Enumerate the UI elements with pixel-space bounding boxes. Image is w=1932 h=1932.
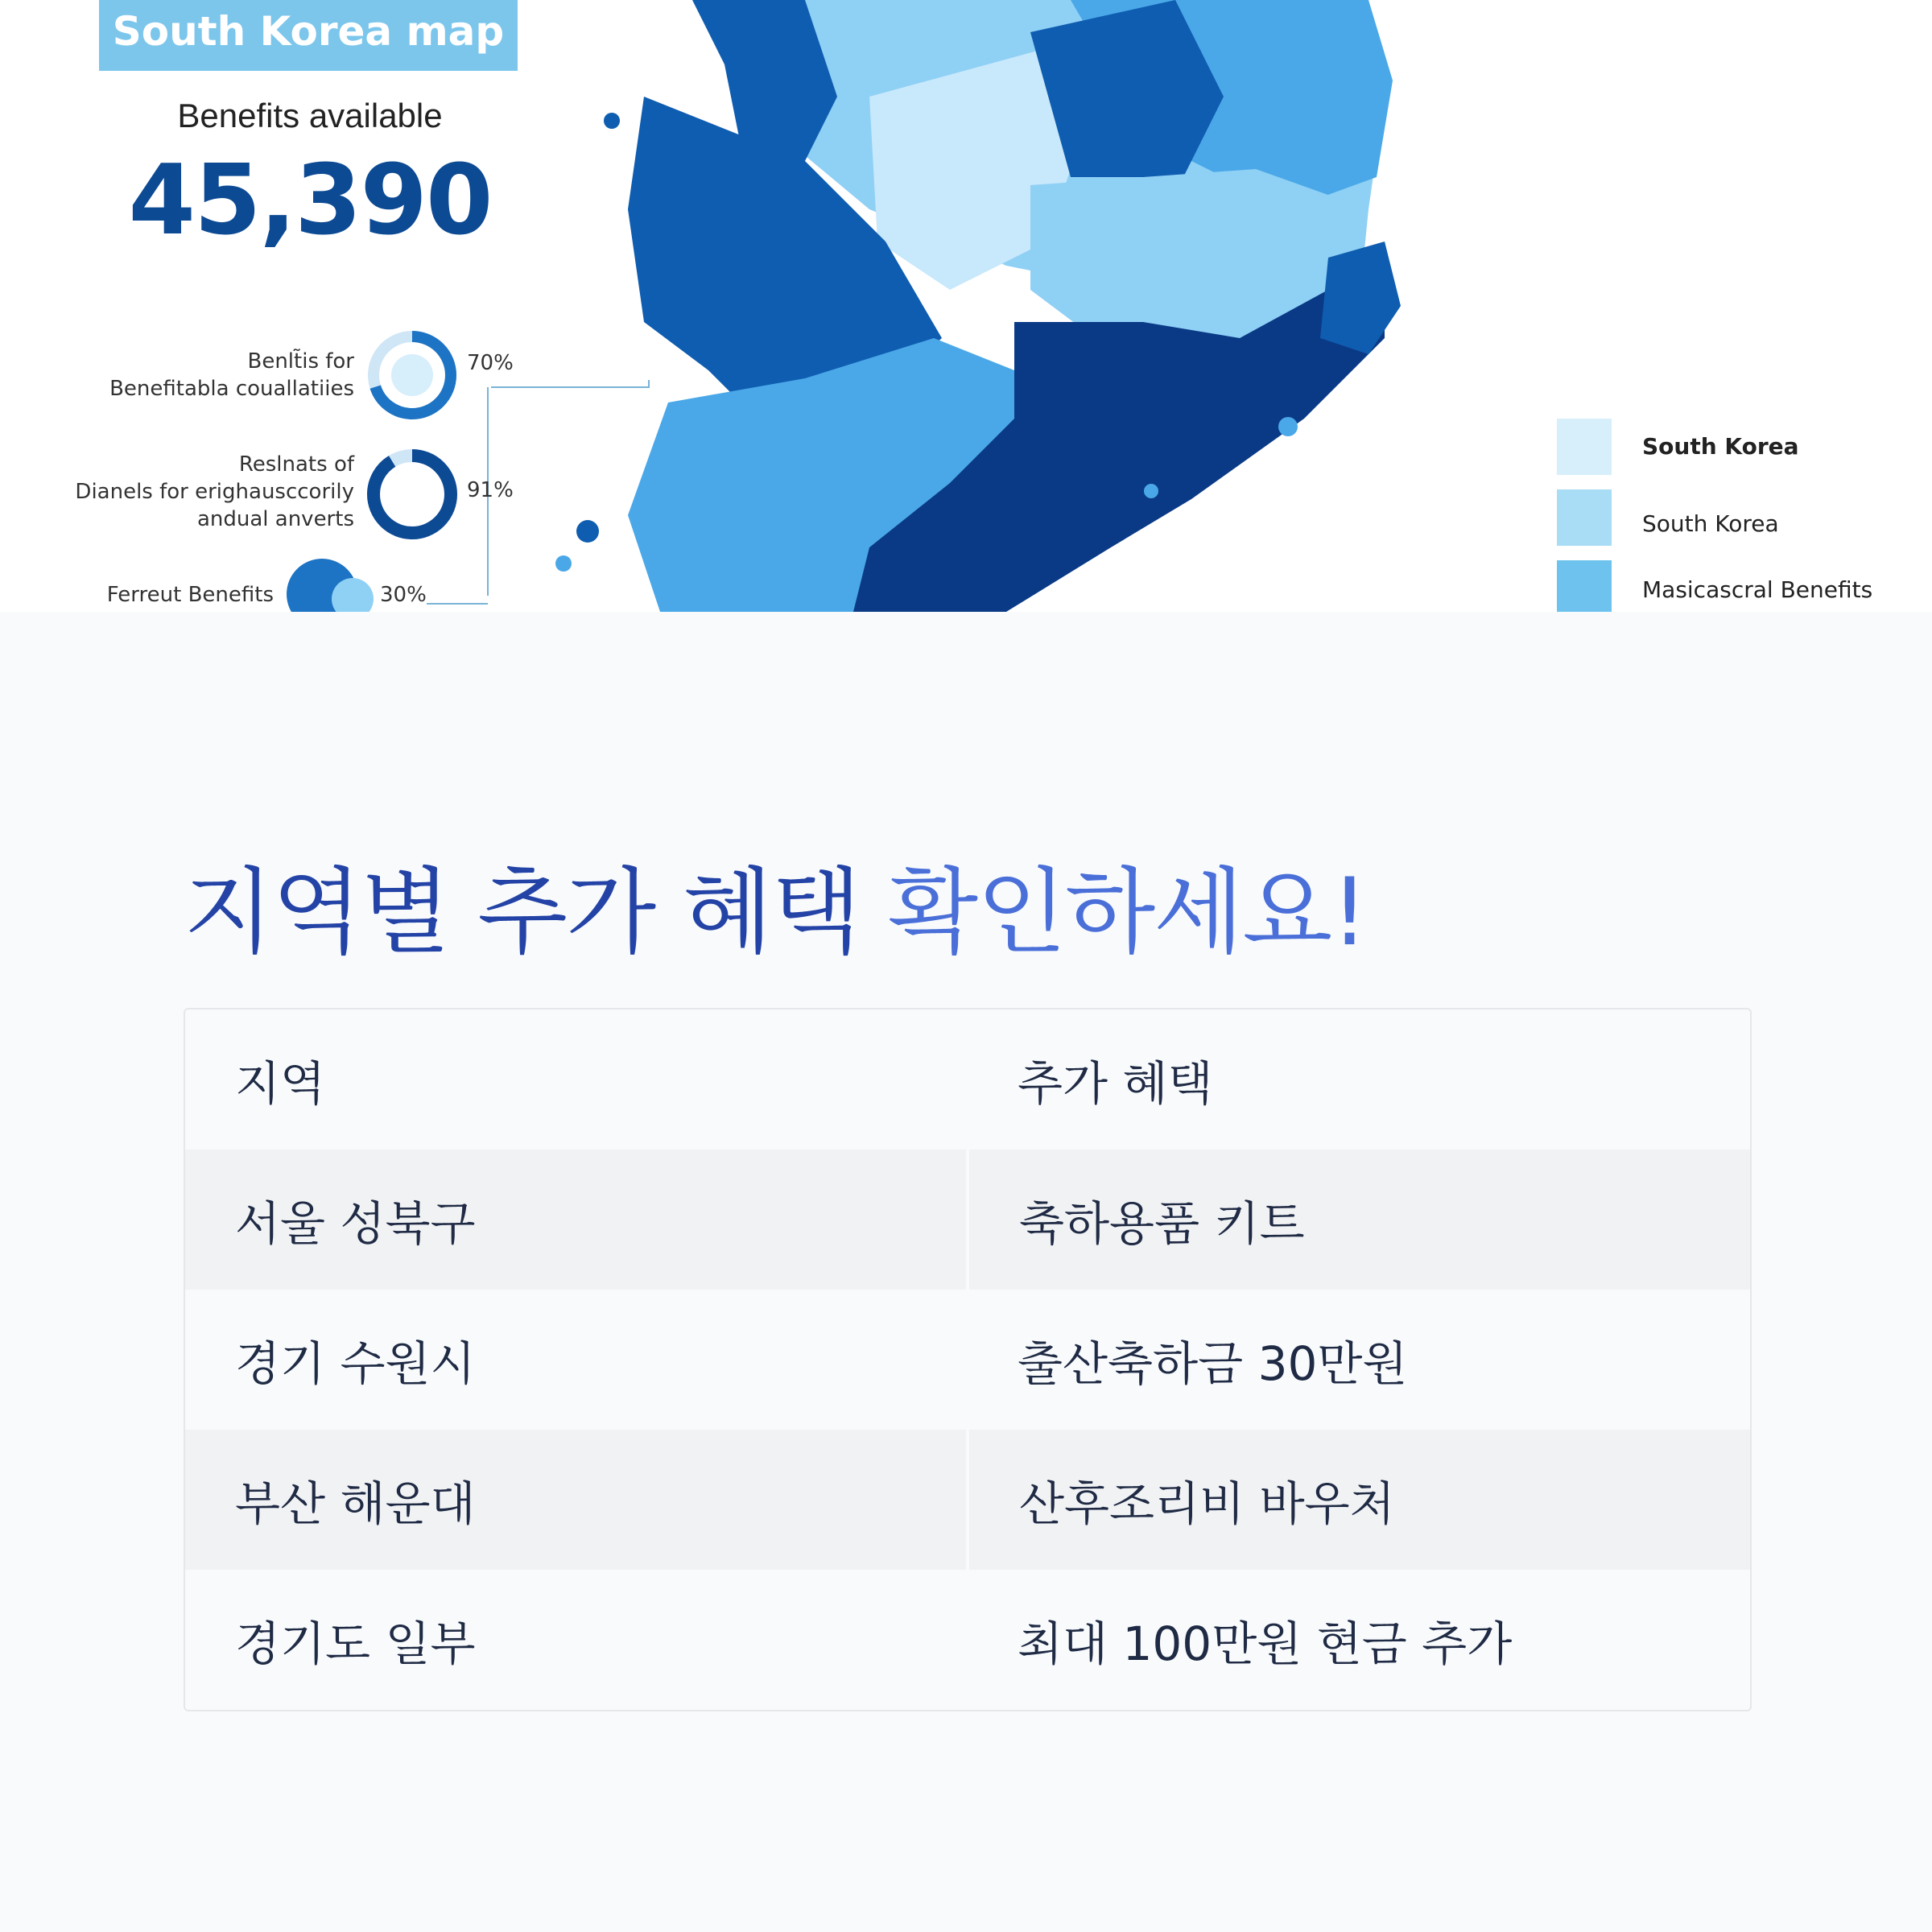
legend-swatch-1 bbox=[1557, 419, 1612, 475]
stat-label-3: Ferreut Benefits bbox=[106, 583, 274, 607]
table-header-benefit: 추가 혜택 bbox=[1018, 1056, 1213, 1111]
table-row bbox=[185, 1150, 1750, 1290]
table-row bbox=[185, 1290, 1750, 1430]
table-cell-region: 부산 해운대 bbox=[185, 1430, 968, 1570]
donut-chart-3 bbox=[287, 559, 374, 612]
map-region-coast bbox=[1320, 242, 1401, 354]
map-title-badge: South Korea map bbox=[99, 0, 518, 71]
table-row bbox=[185, 1430, 1750, 1570]
map-island bbox=[1278, 417, 1298, 436]
map-island bbox=[576, 520, 599, 543]
table-cell-benefit: 출산축하금 30만원 bbox=[1018, 1336, 1408, 1391]
donut-chart-1 bbox=[374, 336, 451, 414]
map-island bbox=[555, 555, 572, 572]
map-island bbox=[1144, 484, 1158, 498]
section-title: 지역별 추가 혜택 확인하세요! bbox=[184, 858, 1367, 967]
table-cell-benefit: 축하용품 키트 bbox=[968, 1150, 1750, 1290]
legend-swatch-3 bbox=[1557, 560, 1612, 612]
donut-chart-2 bbox=[374, 456, 451, 533]
legend-swatch-2 bbox=[1557, 489, 1612, 546]
stat-percent-3: 30% bbox=[380, 583, 427, 607]
table-cell-benefit: 산후조리비 바우처 bbox=[968, 1430, 1750, 1570]
table-cell-region: 경기 수원시 bbox=[235, 1336, 476, 1391]
legend-label-3: Masicascral Benefits bbox=[1642, 576, 1873, 603]
legend-label-2: South Korea bbox=[1642, 510, 1779, 537]
stat-label-1: Benlt̃is for Benefitabla couallatiies bbox=[109, 349, 354, 401]
table-cell-region: 서울 성북구 bbox=[185, 1150, 968, 1290]
benefits-available-value: 45,390 bbox=[128, 145, 492, 257]
table-header-row bbox=[185, 1009, 1750, 1150]
map-island bbox=[604, 113, 620, 129]
stat-percent-1: 70% bbox=[467, 351, 514, 375]
benefits-available-label: Benefits available bbox=[177, 97, 443, 134]
table-cell-benefit: 최대 100만원 현금 추가 bbox=[1018, 1616, 1513, 1671]
table-row bbox=[185, 1570, 1750, 1710]
table-cell-region: 경기도 일부 bbox=[235, 1616, 476, 1671]
legend-label-1: South Korea bbox=[1642, 433, 1799, 460]
leader-line bbox=[491, 380, 649, 387]
stat-label-2: Reslnats of Dianels for erighausccorily andual anverts bbox=[75, 452, 354, 531]
table-header-region: 지역 bbox=[235, 1056, 326, 1111]
map-infographic-image bbox=[0, 0, 1932, 612]
regional-benefits-table bbox=[184, 1008, 1752, 1711]
stat-percent-2: 91% bbox=[467, 478, 514, 502]
